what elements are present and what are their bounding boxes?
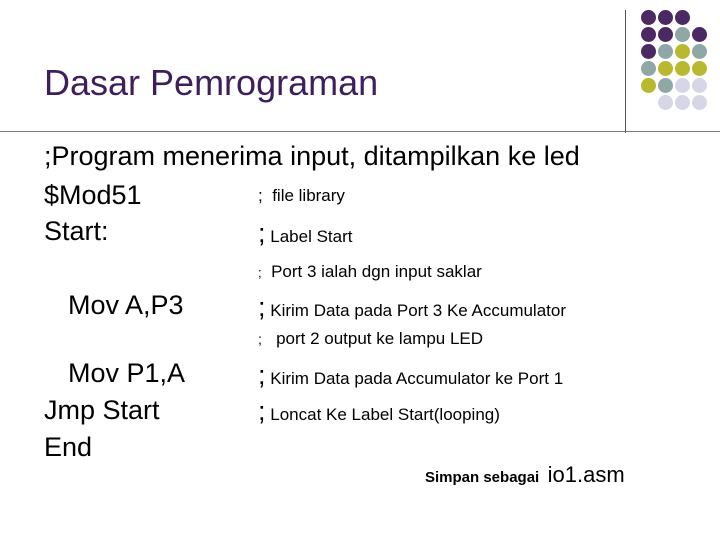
decorative-dot [641, 78, 656, 93]
decorative-dot [641, 27, 656, 42]
comment-semicolon: ; [258, 186, 263, 205]
decorative-dot [675, 95, 690, 110]
decorative-dot [675, 10, 690, 25]
comment-loop-start [258, 396, 500, 427]
title-divider-vertical [625, 10, 626, 133]
comment-semicolon: ; [258, 360, 266, 390]
save-note [425, 462, 625, 488]
code-line-jmp-start: Jmp Start [44, 395, 160, 425]
comment-text: Kirim Data pada Port 3 Ke Accumulator [270, 301, 566, 320]
code-line-mov-a-p3: Mov A,P3 [68, 290, 184, 320]
comment-text: file library [272, 186, 345, 205]
decorative-dot [658, 44, 673, 59]
comment-semicolon: ; [258, 396, 266, 426]
code-line-program-comment: ;Program menerima input, ditampilkan ke led [44, 141, 580, 171]
code-line-mov-p1-a: Mov P1,A [68, 358, 186, 388]
decorative-dot [675, 78, 690, 93]
comment-port3-to-accumulator [258, 292, 566, 323]
decorative-dot [692, 78, 707, 93]
comment-text: Port 3 ialah dgn input saklar [271, 262, 482, 281]
slide-title: Dasar Pemrograman [44, 62, 379, 103]
comment-accumulator-to-port1 [258, 360, 563, 391]
code-line-mod51: $Mod51 [44, 180, 142, 210]
decorative-dot [675, 27, 690, 42]
decorative-dot [692, 61, 707, 76]
decorative-dot [658, 27, 673, 42]
decorative-dot [658, 61, 673, 76]
comment-port2-output [258, 329, 483, 349]
decorative-dot [658, 78, 673, 93]
comment-text: port 2 output ke lampu LED [276, 329, 484, 348]
decorative-dot [641, 44, 656, 59]
title-divider-horizontal [0, 131, 720, 132]
decorative-dot [658, 95, 673, 110]
save-note-label: Simpan sebagai [425, 469, 540, 486]
code-line-start-label: Start: [44, 216, 109, 246]
comment-semicolon: ; [258, 265, 262, 280]
comment-text: Kirim Data pada Accumulator ke Port 1 [270, 369, 564, 388]
comment-port3-input [258, 262, 482, 282]
decorative-dot [692, 44, 707, 59]
comment-semicolon: ; [258, 331, 262, 347]
decorative-dot [641, 10, 656, 25]
decorative-dot [692, 27, 707, 42]
decorative-dot [692, 95, 707, 110]
comment-text: Label Start [270, 227, 353, 246]
comment-file-library [258, 186, 345, 206]
comment-semicolon: ; [258, 292, 266, 322]
decorative-dot [675, 61, 690, 76]
save-note-filename: io1.asm [547, 462, 625, 487]
comment-text: Loncat Ke Label Start(looping) [270, 405, 500, 424]
comment-label-start [258, 218, 352, 249]
code-line-end: End [44, 432, 93, 462]
decorative-dot [675, 44, 690, 59]
decorative-dot [641, 61, 656, 76]
decorative-dot [658, 10, 673, 25]
comment-semicolon: ; [258, 218, 266, 248]
